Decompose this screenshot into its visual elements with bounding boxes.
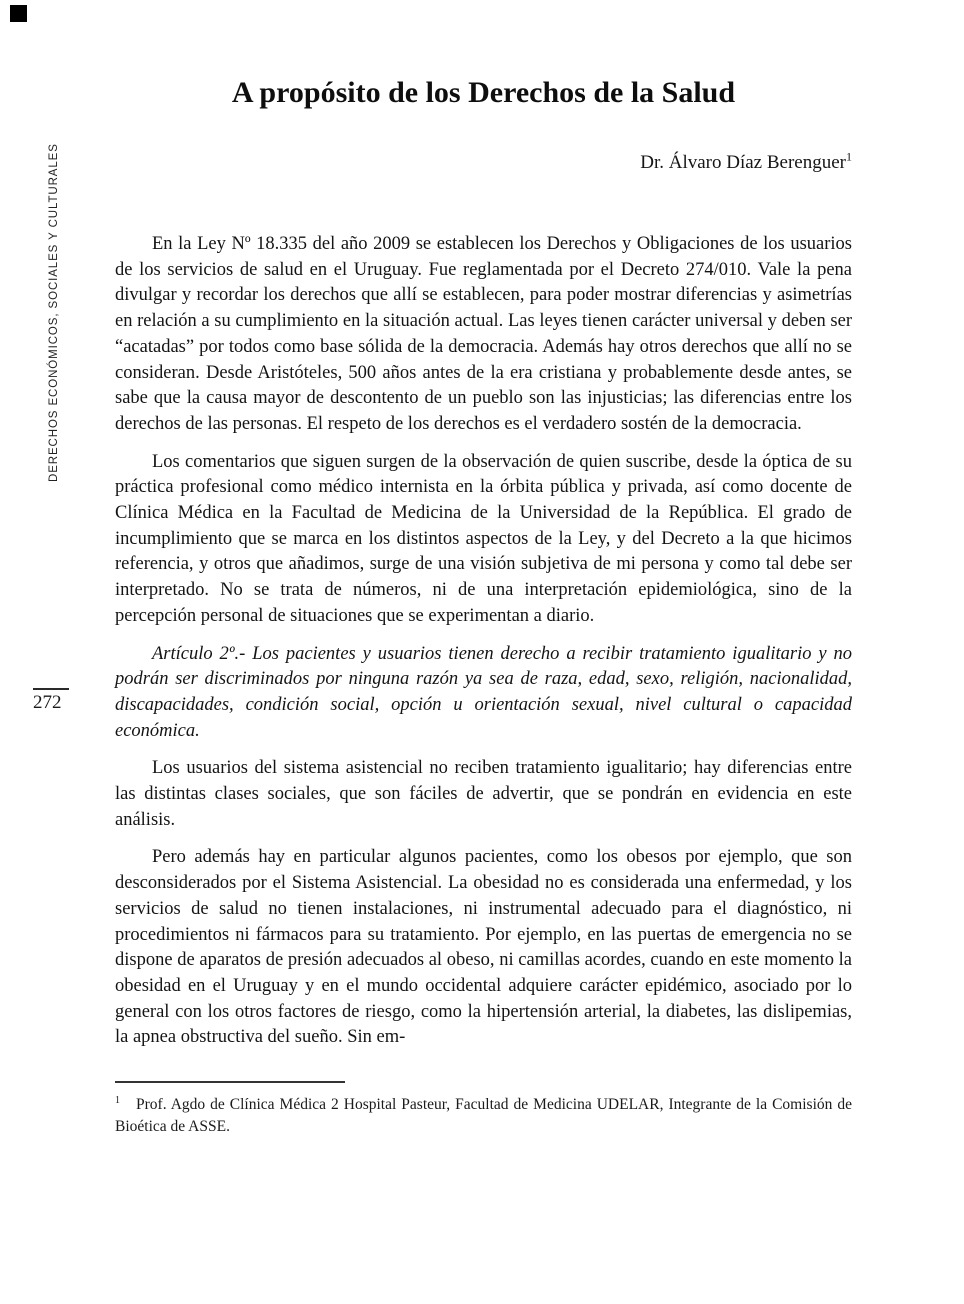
footnote-separator (115, 1081, 345, 1083)
footnote-marker: 1 (115, 1095, 120, 1107)
author-line (115, 149, 852, 174)
corner-mark (10, 5, 27, 22)
footnote-ref-superscript: 1 (846, 149, 852, 164)
author-name: Dr. Álvaro Díaz Berenguer (640, 152, 846, 173)
body-paragraph: En la Ley Nº 18.335 del año 2009 se establecen los Derechos y Obligaciones de los usuarios de los servicios de salud en el Uruguay. Fue reglamentada por el Decreto 274/010. Vale la pena divulgar y recordar los derechos que allí se establecen, para poder mostrar diferencias y asimetrías en relación a su cumplimiento en la situación actual. Las leyes tienen carácter universal y deben ser “acatadas” por todos como base sólida de la democracia. Además hay otros derechos que allí no se consideran. Desde Aristóteles, 500 años antes de la era cristiana y probablemente desde antes, se sabe que la causa mayor de descontento de un pueblo son las injusticias; las diferencias entre los derechos de las personas. El respeto de los derechos es el verdadero sostén de la democracia. (115, 234, 852, 434)
running-head-vertical: DERECHOS ECONÓMICOS, SOCIALES Y CULTURALES (48, 143, 60, 482)
article-body (115, 232, 852, 1051)
body-paragraph: Los comentarios que siguen surgen de la observación de quien suscribe, desde la óptica de su práctica profesional como médico internista en la órbita pública y privada, así como docente de Clínica Médica en la Facultad de Medicina de la Universidad de la República. El grado de incumplimiento que se marca en los distintos aspectos de la Ley, y del Decreto a la que hicimos referencia, y otros que añadimos, surge de una visión subjetiva de mi persona y como tal debe ser interpretado. No se trata de números, ni de una interpretación epidemiológica, sino de la percepción personal de situaciones que se experimentan a diario. (115, 451, 852, 626)
footnote (115, 1090, 852, 1137)
body-paragraph: Los usuarios del sistema asistencial no reciben tratamiento igualitario; hay diferencias entre las distintas clases sociales, que son fáciles de advertir, que se pondrán en evidencia en este análisis. (115, 758, 852, 830)
body-paragraph-quote-article-2: Artículo 2º.- Los pacientes y usuarios tienen derecho a recibir tratamiento igualitario y no podrán ser discriminados por ninguna razón ya sea de raza, edad, sexo, religión, nacionalidad, discapacidades, condición social, opción u orientación sexual, nivel cultural o capacidad económica. (115, 643, 852, 741)
article-column (115, 0, 852, 1137)
body-paragraph: Pero además hay en particular algunos pacientes, como los obesos por ejemplo, que son desconsiderados por el Sistema Asistencial. La obesidad no es considerada una enfermedad, y los servicios de salud no tienen instalaciones, ni instrumental adecuado para el diagnóstico, ni procedimientos ni fármacos para su tratamiento. Por ejemplo, en las puertas de emergencia no se dispone de aparatos de presión adecuados al obeso, ni camillas acordes, cuando en este momento la obesidad en el Uruguay y en el mundo occidental adquiere carácter epidémico, asociado por lo general con los otros factores de riesgo, como la hipertensión arterial, la diabetes, las dislipemias, la apnea obstructiva del sueño. Sin em- (115, 847, 852, 1048)
article-title: A propósito de los Derechos de la Salud (231, 76, 736, 109)
footnote-text: Prof. Agdo de Clínica Médica 2 Hospital Pasteur, Facultad de Medicina UDELAR, Integrante de la Comisión de Bioética de ASSE. (115, 1096, 852, 1135)
page-number: 272 (33, 688, 69, 714)
